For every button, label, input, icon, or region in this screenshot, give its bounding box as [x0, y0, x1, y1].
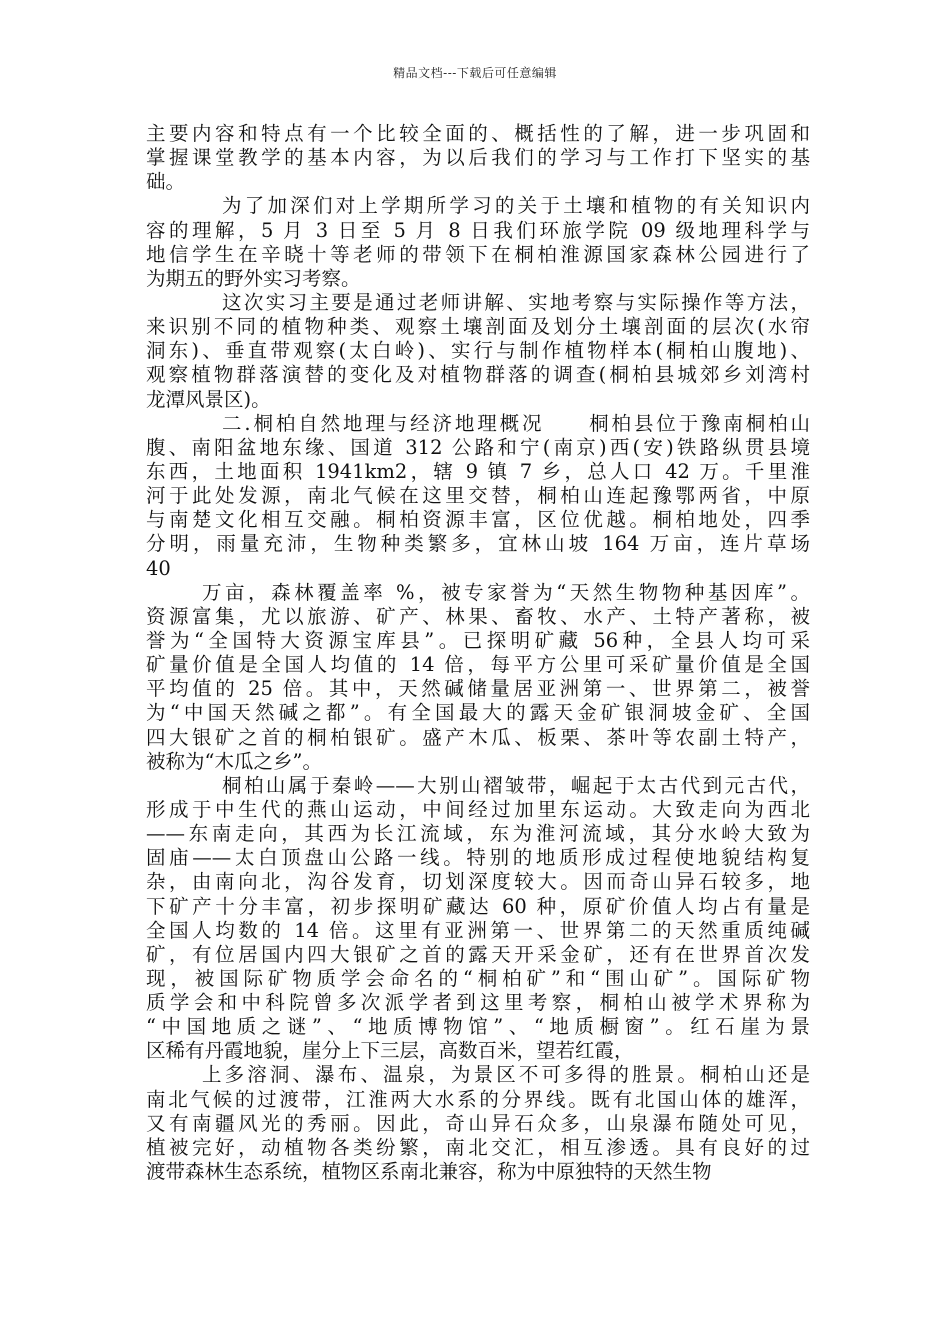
text-line: 这次实习主要是通过老师讲解、实地考察与实际操作等方法， — [222, 290, 810, 314]
text-line: 掌握课堂教学的基本内容，为以后我们的学习与工作打下坚实的基 — [146, 146, 810, 170]
text-line: 龙潭风景区)。 — [146, 387, 271, 411]
text-line: 上多溶洞、瀑布、温泉，为景区不可多得的胜景。桐柏山还是 — [202, 1063, 810, 1087]
text-line: 分明，雨量充沛，生物种类繁多，宜林山坡 164 万亩，连片草场 — [146, 532, 810, 556]
text-line: 万亩，森林覆盖率 %，被专家誉为“天然生物物种基因库”。 — [202, 580, 810, 604]
text-line: 质学会和中科院曾多次派学者到这里考察，桐柏山被学术界称为 — [146, 991, 810, 1015]
text-line: 来识别不同的植物种类、观察土壤剖面及划分土壤剖面的层次(水帘 — [146, 315, 810, 339]
text-line: 植被完好，动植物各类纷繁，南北交汇，相互渗透。具有良好的过 — [146, 1135, 810, 1159]
text-line: 与南楚文化相互交融。桐柏资源丰富，区位优越。桐柏地处，四季 — [146, 508, 810, 532]
text-line: 地信学生在辛晓十等老师的带领下在桐柏淮源国家森林公园进行了 — [146, 242, 810, 266]
text-line: 为“中国天然碱之都”。有全国最大的露天金矿银洞坡金矿、全国 — [146, 701, 810, 725]
text-line: 容的理解，5 月 3 日至 5 月 8 日我们环旅学院 09 级地理科学与 — [146, 218, 810, 242]
text-line: 腹、南阳盆地东缘、国道 312 公路和宁(南京)西(安)铁路纵贯县境 — [146, 435, 810, 459]
text-line: 四大银矿之首的桐柏银矿。盛产木瓜、板栗、茶叶等农副土特产， — [146, 725, 810, 749]
text-line: 渡带森林生态系统，植物区系南北兼容，称为中原独特的天然生物 — [146, 1160, 712, 1184]
text-line: 观察植物群落演替的变化及对植物群落的调查(桐柏县城郊乡刘湾村 — [146, 363, 810, 387]
text-line: 40 — [146, 556, 171, 580]
text-line: 主要内容和特点有一个比较全面的、概括性的了解，进一步巩固和 — [146, 122, 810, 145]
text-line: 东西，土地面积 1941km2，辖 9 镇 7 乡，总人口 42 万。千里淮 — [146, 459, 810, 483]
text-line: 平均值的 25 倍。其中，天然碱储量居亚洲第一、世界第二，被誉 — [146, 677, 810, 701]
text-line: 桐柏山属于秦岭——大别山褶皱带，崛起于太古代到元古代， — [222, 773, 810, 797]
text-line: 又有南疆风光的秀丽。因此，奇山异石众多，山泉瀑布随处可见， — [146, 1111, 810, 1135]
text-line: 河于此处发源，南北气候在这里交替，桐柏山连起豫鄂两省，中原 — [146, 484, 810, 508]
text-line: 为了加深们对上学期所学习的关于土壤和植物的有关知识内 — [222, 194, 810, 218]
text-line: 矿，有位居国内四大银矿之首的露天开采金矿，还有在世界首次发 — [146, 942, 810, 966]
text-line: 杂，由南向北，沟谷发育，切划深度较大。因而奇山异石较多，地 — [146, 870, 810, 894]
text-line: 誉为“全国特大资源宝库县”。已探明矿藏 56种，全县人均可采 — [146, 628, 810, 652]
text-line: 被称为“木瓜之乡”。 — [146, 749, 322, 773]
text-line: 南北气候的过渡带，江淮两大水系的分界线。既有北国山体的雄浑， — [146, 1087, 810, 1111]
text-line: 洞东)、垂直带观察(太白岭)、实行与制作植物样本(桐柏山腹地)、 — [146, 339, 810, 363]
text-line: 全国人均数的 14 倍。这里有亚洲第一、世界第二的天然重质纯碱 — [146, 918, 810, 942]
text-line: 现，被国际矿物质学会命名的“桐柏矿”和“围山矿”。国际矿物 — [146, 966, 810, 990]
document-body — [146, 122, 810, 1184]
page-header: 精品文档---下载后可任意编辑 — [393, 66, 557, 80]
text-line: 固庙——太白顶盘山公路一线。特别的地质形成过程使地貌结构复 — [146, 846, 810, 870]
text-line: 区稀有丹霞地貌，崖分上下三层，高数百米，望若红霞， — [146, 1039, 634, 1063]
text-line: 下矿产十分丰富，初步探明矿藏达 60 种，原矿价值人均占有量是 — [146, 894, 810, 918]
text-line: “中国地质之谜”、“地质博物馆”、“地质橱窗”。红石崖为景 — [146, 1015, 810, 1039]
text-line: 为期五的野外实习考察。 — [146, 266, 361, 290]
text-line: 资源富集，尤以旅游、矿产、林果、畜牧、水产、土特产著称，被 — [146, 604, 810, 628]
text-line: 形成于中生代的燕山运动，中间经过加里东运动。大致走向为西北 — [146, 797, 810, 821]
text-line: 矿量价值是全国人均值的 14 倍，每平方公里可采矿量价值是全国 — [146, 653, 810, 677]
text-line: 础。 — [146, 170, 186, 194]
section-heading-line: 二.桐柏自然地理与经济地理概况 桐柏县位于豫南桐柏山 — [222, 411, 810, 435]
text-line: ——东南走向，其西为长江流域，东为淮河流域，其分水岭大致为 — [146, 822, 810, 846]
